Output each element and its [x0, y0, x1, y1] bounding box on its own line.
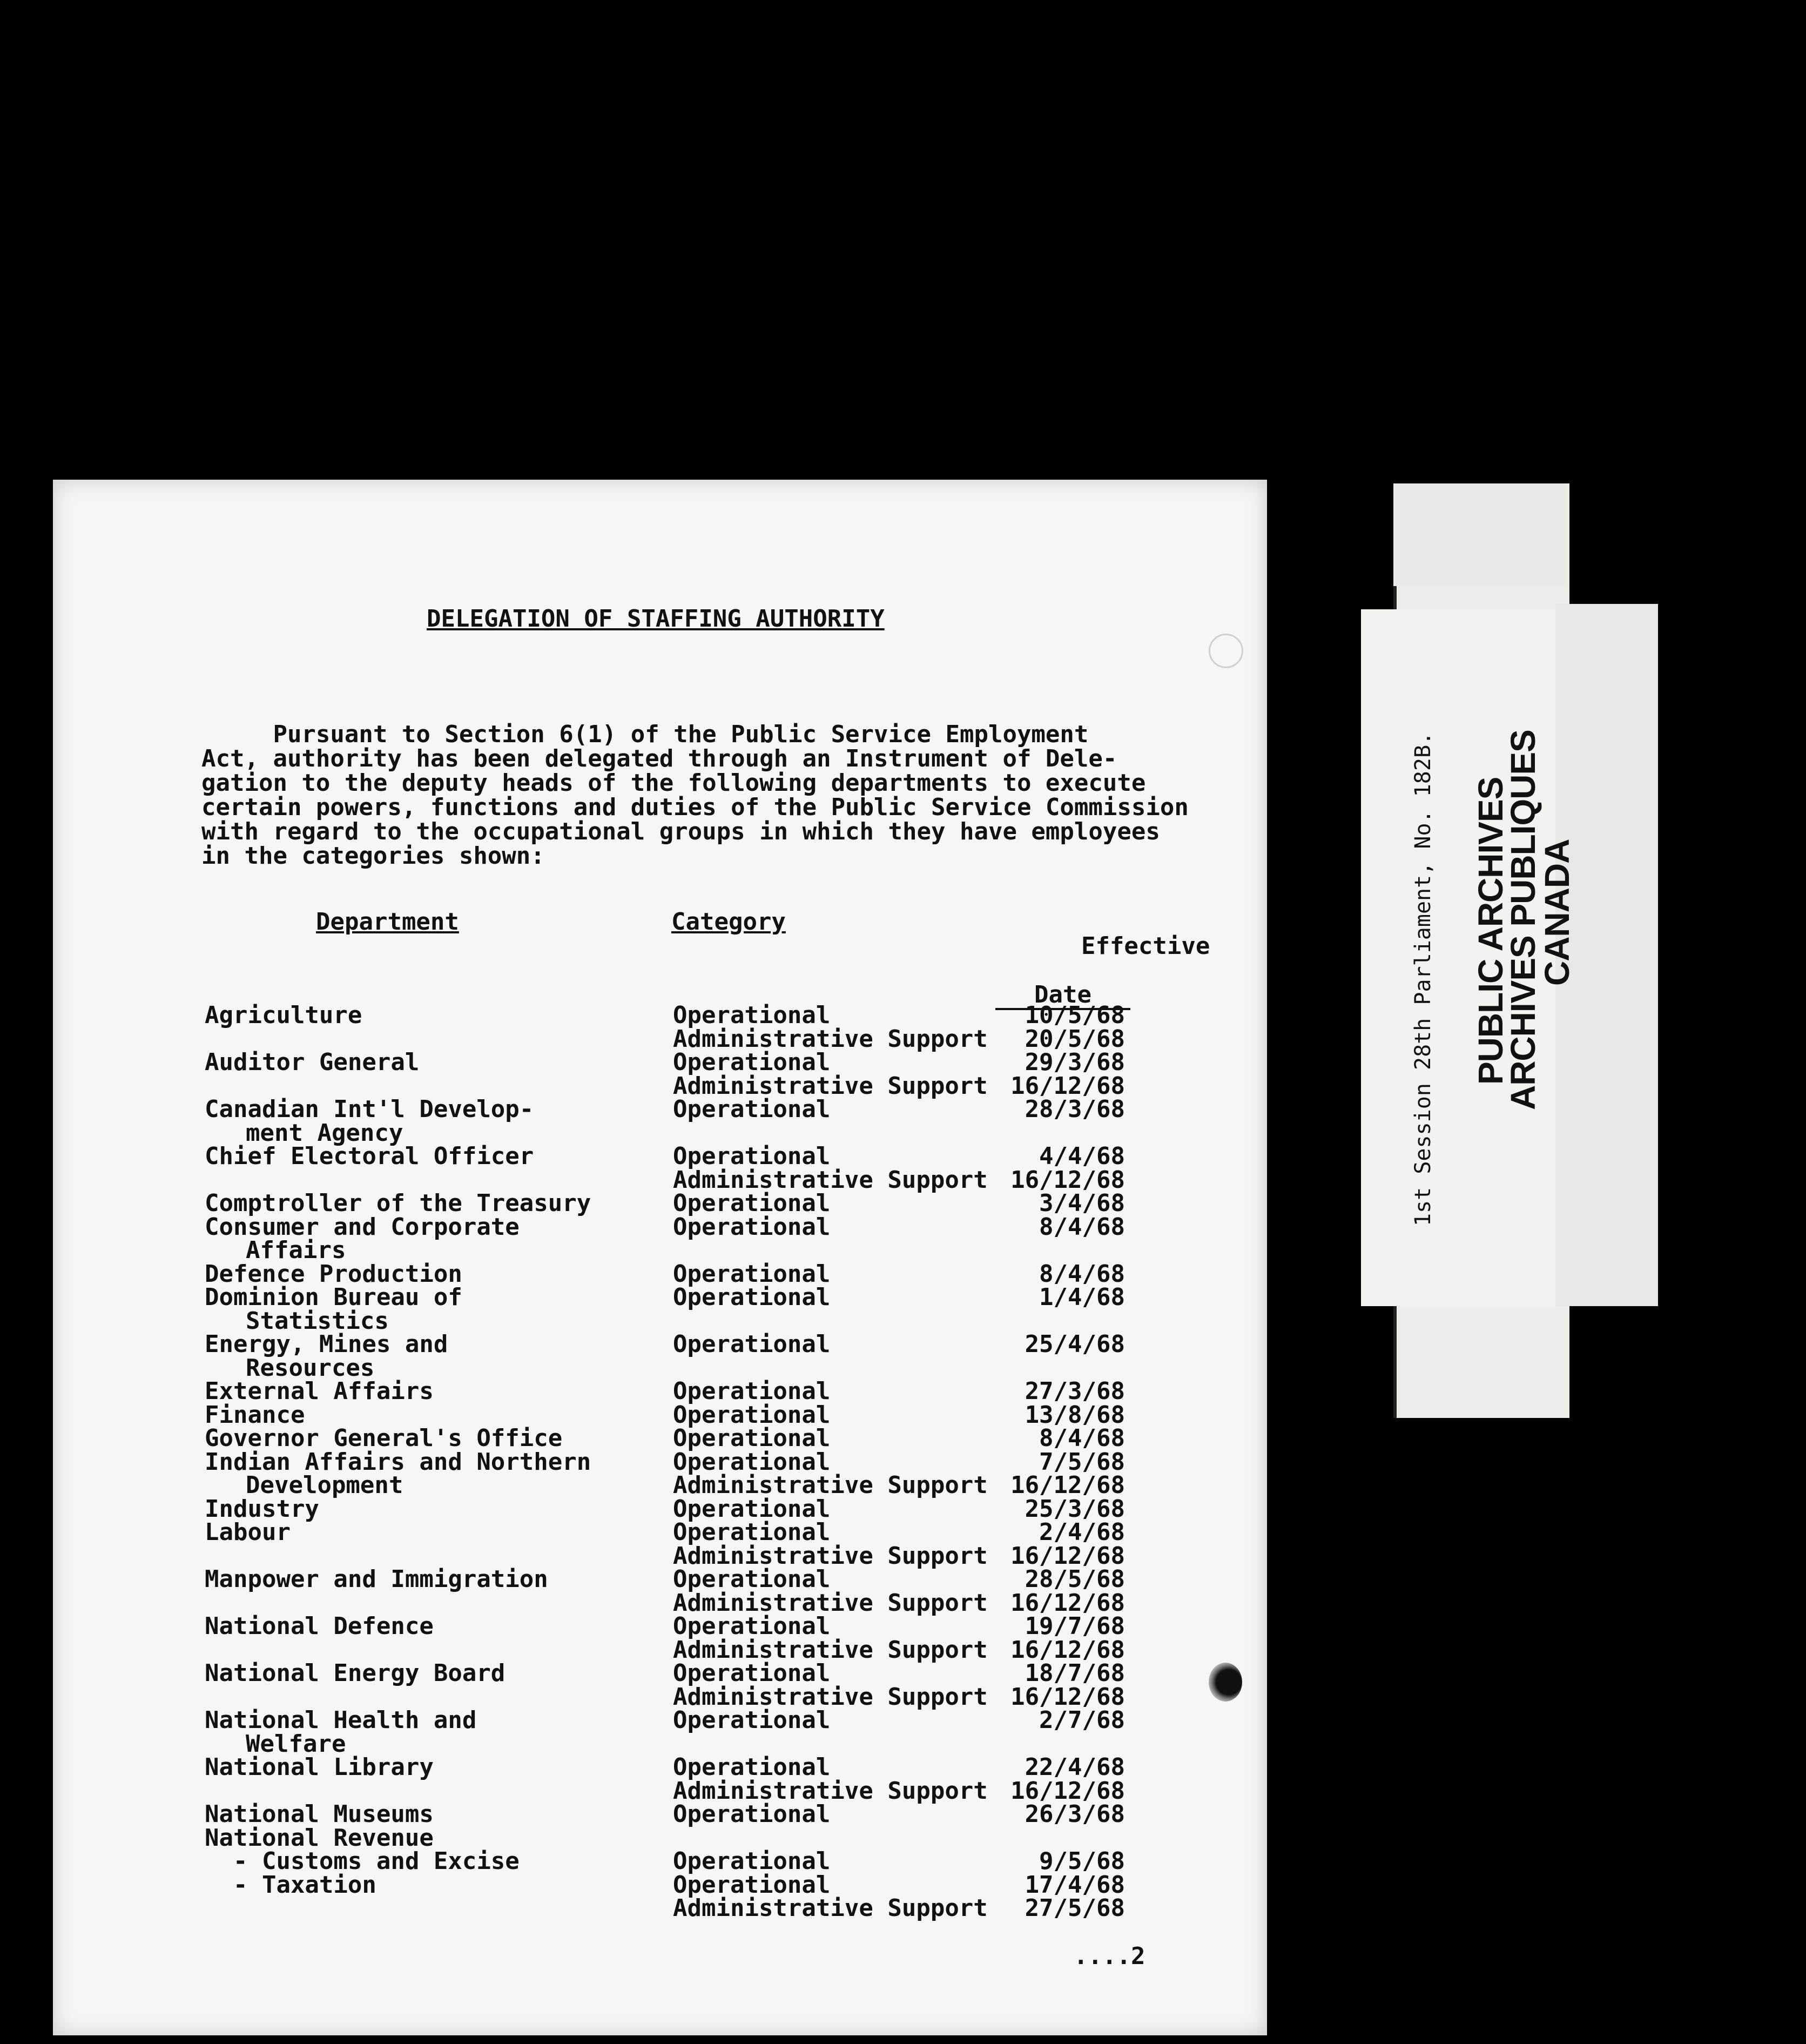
- row-department: Defence Production: [205, 1260, 462, 1288]
- row-department: Governor General's Office: [205, 1424, 563, 1452]
- row-department: National Energy Board: [205, 1659, 506, 1687]
- row-department: Energy, Mines and: [205, 1330, 448, 1358]
- row-category: Operational: [673, 1048, 831, 1076]
- row-category: Operational: [673, 1001, 831, 1029]
- row-department: Dominion Bureau of: [205, 1283, 462, 1311]
- row-category: Operational: [673, 1612, 831, 1640]
- row-department: Labour: [205, 1518, 291, 1546]
- row-category: Operational: [673, 1260, 831, 1288]
- row-department-continued: Statistics: [246, 1307, 389, 1335]
- row-department: - Customs and Excise: [205, 1847, 520, 1875]
- effective-header-line2: Date: [995, 983, 1130, 1010]
- row-effective-date: 8/4/68: [1039, 1424, 1125, 1452]
- row-category: Administrative Support: [673, 1025, 988, 1053]
- row-effective-date: 27/3/68: [1025, 1377, 1125, 1405]
- row-effective-date: 25/4/68: [1025, 1330, 1125, 1358]
- row-department: Indian Affairs and Northern: [205, 1448, 591, 1476]
- row-department: - Taxation: [205, 1871, 376, 1899]
- row-department: Consumer and Corporate: [205, 1213, 520, 1241]
- row-category: Operational: [673, 1448, 831, 1476]
- label-strip-tab: [1393, 483, 1566, 586]
- row-category: Operational: [673, 1518, 831, 1546]
- row-effective-date: 27/5/68: [1025, 1894, 1125, 1922]
- row-effective-date: 25/3/68: [1025, 1495, 1125, 1523]
- session-reference: 1st Session 28th Parliament, No. 182B.: [1411, 731, 1436, 1226]
- row-category: Administrative Support: [673, 1072, 988, 1100]
- row-effective-date: 29/3/68: [1025, 1048, 1125, 1076]
- column-header-department: Department: [316, 908, 459, 936]
- row-effective-date: 2/7/68: [1039, 1706, 1125, 1734]
- row-effective-date: 16/12/68: [1010, 1636, 1125, 1664]
- intro-line: with regard to the occupational groups in which they have employees: [201, 818, 1160, 845]
- row-department: Agriculture: [205, 1001, 362, 1029]
- row-category: Operational: [673, 1753, 831, 1781]
- row-department: External Affairs: [205, 1377, 434, 1405]
- row-department: Comptroller of the Treasury: [205, 1189, 591, 1217]
- column-header-category: Category: [671, 908, 786, 936]
- row-effective-date: 16/12/68: [1010, 1542, 1125, 1570]
- row-category: Operational: [673, 1495, 831, 1523]
- punch-hole-dark: [1209, 1663, 1242, 1702]
- row-department-continued: Welfare: [246, 1730, 346, 1758]
- row-effective-date: 22/4/68: [1025, 1753, 1125, 1781]
- row-department: National Defence: [205, 1612, 434, 1640]
- row-department-continued: Affairs: [246, 1236, 346, 1264]
- row-effective-date: 16/12/68: [1010, 1471, 1125, 1499]
- row-category: Administrative Support: [673, 1894, 988, 1922]
- row-effective-date: 16/12/68: [1010, 1072, 1125, 1100]
- row-category: Operational: [673, 1095, 831, 1123]
- row-category: Administrative Support: [673, 1636, 988, 1664]
- row-category: Operational: [673, 1213, 831, 1241]
- row-category: Operational: [673, 1706, 831, 1734]
- row-effective-date: 16/12/68: [1010, 1166, 1125, 1194]
- row-category: Operational: [673, 1847, 831, 1875]
- row-effective-date: 8/4/68: [1039, 1213, 1125, 1241]
- row-effective-date: 28/3/68: [1025, 1095, 1125, 1123]
- row-effective-date: 19/7/68: [1025, 1612, 1125, 1640]
- row-department: Chief Electoral Officer: [205, 1142, 534, 1170]
- row-effective-date: 20/5/68: [1025, 1025, 1125, 1053]
- row-department-continued: Development: [246, 1471, 403, 1499]
- row-effective-date: 16/12/68: [1010, 1777, 1125, 1805]
- row-category: Administrative Support: [673, 1589, 988, 1617]
- page-continuation: ....2: [1074, 1942, 1145, 1970]
- row-category: Administrative Support: [673, 1777, 988, 1805]
- row-category: Operational: [673, 1401, 831, 1429]
- row-category: Operational: [673, 1659, 831, 1687]
- row-department: Canadian Int'l Develop-: [205, 1095, 534, 1123]
- row-effective-date: 17/4/68: [1025, 1871, 1125, 1899]
- row-category: Administrative Support: [673, 1166, 988, 1194]
- row-department: Manpower and Immigration: [205, 1565, 548, 1593]
- intro-line: in the categories shown:: [201, 842, 545, 870]
- intro-line: gation to the deputy heads of the following departments to execute: [201, 769, 1146, 797]
- row-department: Finance: [205, 1401, 305, 1429]
- row-category: Operational: [673, 1142, 831, 1170]
- archives-stamp-line2: ARCHIVES PUBLIQUES: [1504, 730, 1542, 1110]
- effective-header-line1: Effective: [1081, 932, 1210, 960]
- row-category: Operational: [673, 1871, 831, 1899]
- row-effective-date: 3/4/68: [1039, 1189, 1125, 1217]
- row-category: Administrative Support: [673, 1471, 988, 1499]
- row-department: National Museums: [205, 1800, 434, 1828]
- row-category: Operational: [673, 1800, 831, 1828]
- row-effective-date: 2/4/68: [1039, 1518, 1125, 1546]
- punch-hole-mark: [1209, 634, 1243, 668]
- row-category: Operational: [673, 1424, 831, 1452]
- row-department: National Library: [205, 1753, 434, 1781]
- archives-stamp-line1: PUBLIC ARCHIVES: [1471, 777, 1510, 1085]
- row-effective-date: 16/12/68: [1010, 1589, 1125, 1617]
- row-effective-date: 26/3/68: [1025, 1800, 1125, 1828]
- row-category: Operational: [673, 1189, 831, 1217]
- row-department: Industry: [205, 1495, 319, 1523]
- row-effective-date: 7/5/68: [1039, 1448, 1125, 1476]
- row-department: National Health and: [205, 1706, 477, 1734]
- row-effective-date: 18/7/68: [1025, 1659, 1125, 1687]
- intro-paragraph: [201, 722, 1255, 868]
- document-page: [53, 480, 1267, 2035]
- row-category: Operational: [673, 1377, 831, 1405]
- row-category: Operational: [673, 1330, 831, 1358]
- row-department: National Revenue: [205, 1824, 434, 1852]
- row-category: Administrative Support: [673, 1683, 988, 1711]
- row-effective-date: 16/12/68: [1010, 1683, 1125, 1711]
- row-effective-date: 8/4/68: [1039, 1260, 1125, 1288]
- row-effective-date: 1/4/68: [1039, 1283, 1125, 1311]
- row-effective-date: 10/5/68: [1025, 1001, 1125, 1029]
- row-effective-date: 13/8/68: [1025, 1401, 1125, 1429]
- row-effective-date: 4/4/68: [1039, 1142, 1125, 1170]
- intro-line: certain powers, functions and duties of the Public Service Commission: [201, 794, 1189, 821]
- row-effective-date: 9/5/68: [1039, 1847, 1125, 1875]
- row-effective-date: 28/5/68: [1025, 1565, 1125, 1593]
- row-category: Operational: [673, 1283, 831, 1311]
- row-department-continued: Resources: [246, 1354, 375, 1382]
- document-title: DELEGATION OF STAFFING AUTHORITY: [427, 605, 885, 633]
- row-department: Auditor General: [205, 1048, 420, 1076]
- row-category: Operational: [673, 1565, 831, 1593]
- archives-stamp-line3: CANADA: [1538, 839, 1576, 986]
- row-department-continued: ment Agency: [246, 1119, 403, 1147]
- intro-line: Act, authority has been delegated through an Instrument of Dele-: [201, 745, 1117, 772]
- intro-line: Pursuant to Section 6(1) of the Public Service Employment: [201, 721, 1089, 748]
- row-category: Administrative Support: [673, 1542, 988, 1570]
